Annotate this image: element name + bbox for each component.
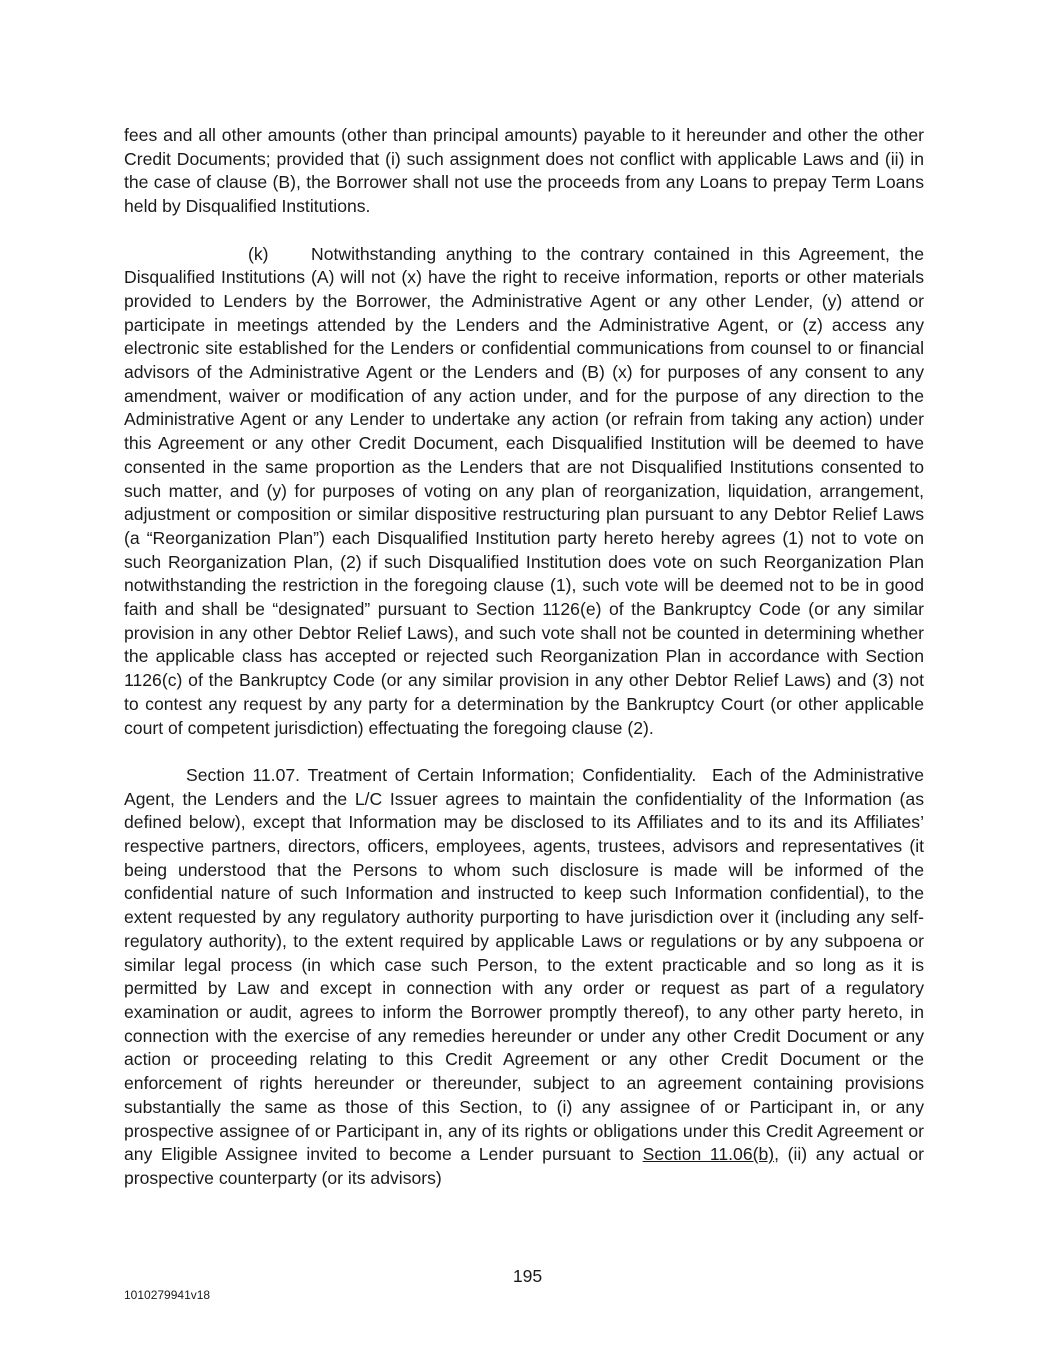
page-number: 195: [512, 1266, 543, 1286]
section-text: Each of the Administrative Agent, the Lenders and the L/C Issuer agrees to maintain the confidentiality of the Information (as defined below), except that Information may be disclosed to its Affiliates and to its and its Affiliates’ respective partners, directors, officers, employees, agents, trustees, advisors and representatives (it being understood that the Persons to whom such disclosure is made will be informed of the confidential nature of such Information and instructed to keep such Information confidential), to the extent requested by any regulatory authority purporting to have jurisdiction over it (including any self-regulatory authority), to the extent required by applicable Laws or regulations or by any subpoena or similar legal process (in which case such Person, to the extent practicable and so long as it is permitted by Law and except in connection with any order or request as part of a regulatory examination or audit, agrees to inform the Borrower promptly thereof), to any other party hereto, in connection with the exercise of any remedies hereunder or under any other Credit Document or any action or proceeding relating to this Credit Agreement or any other Credit Document or the enforcement of rights hereunder or thereunder, subject to an agreement containing provisions substantially the same as those of this Section, to (i) any assignee of or Participant in, or any prospective assignee of or Participant in, any of its rights or obligations under this Credit Agreement or any Eligible Assignee invited to become a Lender pursuant to: [124, 764, 924, 1165]
section-11-07: [124, 764, 924, 1191]
document-id: 1010279941v18: [124, 1288, 211, 1302]
section-text-continued: , (ii) any actual or prospective counterparty (or its advisors): [124, 1144, 924, 1188]
paragraph-k-text: Notwithstanding anything to the contrary contained in this Agreement, the Disqualified Institutions (A) will not (x) have the right to receive information, reports or other materials provided to Lenders by the Borrower, the Administrative Agent or any other Lender, (y) attend or participate in meetings attended by the Lenders and the Administrative Agent, or (z) access any electronic site established for the Lenders or confidential communications from counsel to or financial advisors of the Administrative Agent or the Lenders and (B) (x) for purposes of any consent to any amendment, waiver or modification of any action under, and for the purpose of any direction to the Administrative Agent or any Lender to undertake any action (or refrain from taking any action) under this Agreement or any other Credit Document, each Disqualified Institution will be deemed to have consented in the same proportion as the Lenders that are not Disqualified Institutions consented to such matter, and (y) for purposes of voting on any plan of reorganization, liquidation, arrangement, adjustment or composition or similar dispositive restructuring plan pursuant to any Debtor Relief Laws (a “Reorganization Plan”) each Disqualified Institution party hereto hereby agrees (1) not to vote on such Reorganization Plan, (2) if such Disqualified Institution does vote on such Reorganization Plan notwithstanding the restriction in the foregoing clause (1), such vote will be deemed not to be in good faith and shall be “designated” pursuant to Section 1126(e) of the Bankruptcy Code (or any similar provision in any other Debtor Relief Laws), and such vote shall not be counted in determining whether the applicable class has accepted or rejected such Reorganization Plan in accordance with Section 1126(c) of the Bankruptcy Code (or any similar provision in any other Debtor Relief Laws) and (3) not to contest any request by any party for a determination by the Bankruptcy Court (or other applicable court of competent jurisdiction) effectuating the foregoing clause (2).: [124, 243, 924, 738]
section-heading: Section 11.07. Treatment of Certain Information; Confidentiality.: [186, 764, 697, 785]
cross-reference-link[interactable]: Section 11.06(b): [642, 1144, 775, 1165]
paragraph-continuation: fees and all other amounts (other than principal amounts) payable to it hereunder and other the other Credit Documents; provided that (i) such assignment does not conflict with applicable Laws and (ii) in the case of clause (B), the Borrower shall not use the proceeds from any Loans to prepay Term Loans held by Disqualified Institutions.: [124, 125, 924, 217]
document-body: [124, 124, 924, 1214]
clause-label-k: (k): [248, 243, 269, 264]
paragraph-k: [124, 243, 924, 741]
